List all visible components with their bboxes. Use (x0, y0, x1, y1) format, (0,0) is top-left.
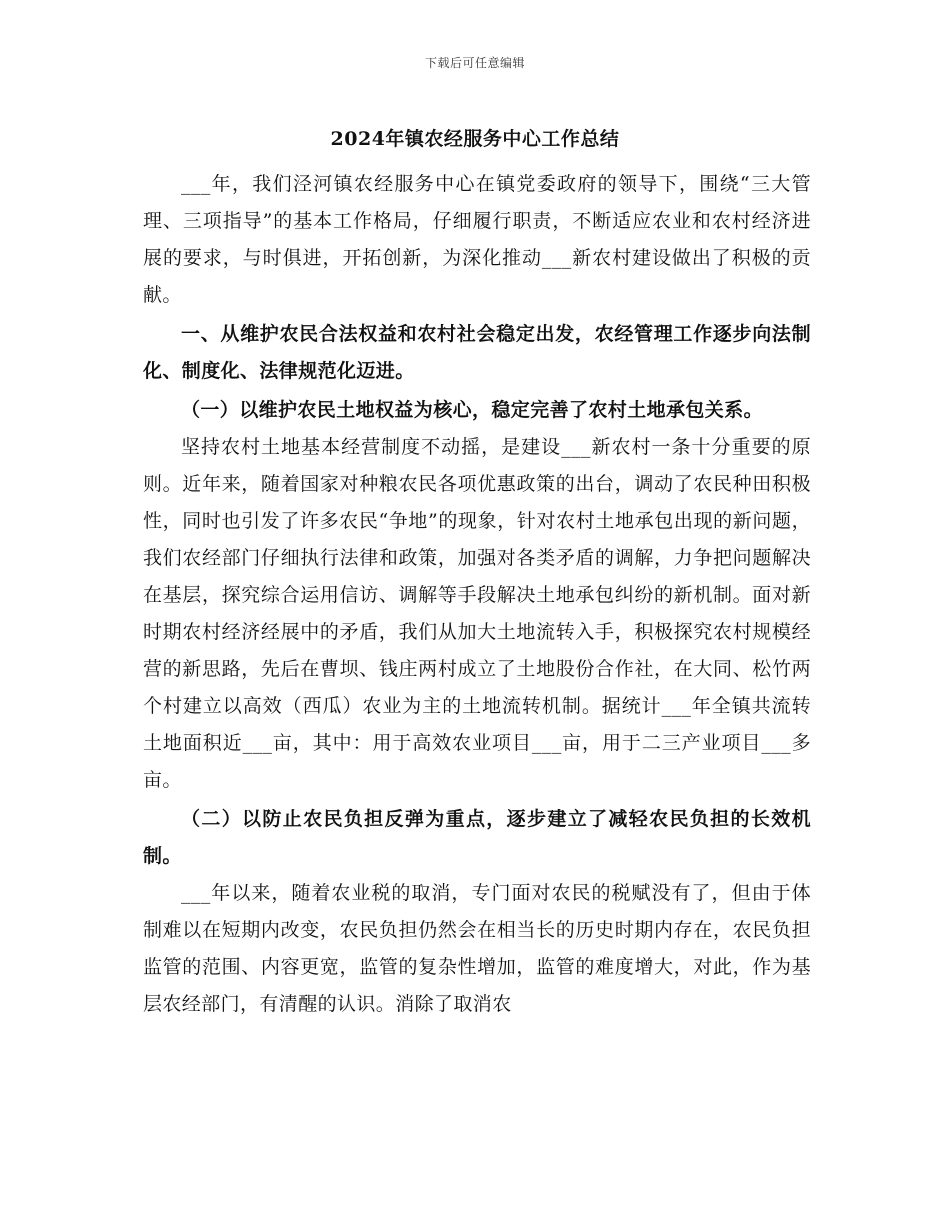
subsection-heading-2: （二）以防止农民负担反弹为重点，逐步建立了减轻农民负担的长效机制。 (143, 808, 811, 867)
paragraph-land: 坚持农村土地基本经营制度不动摇，是建设___新农村一条十分重要的原则。近年来，随着国家对种粮农民各项优惠政策的出台，调动了农民种田积极性，同时也引发了许多农民“争地”的现象，针对农村土地承包出现的新问题，我们农经部门仔细执行法律和政策，加强对各类矛盾的调解，力争把问题解决在基层，探究综合运用信访、调解等手段解决土地承包纠纷的新机制。面对新时期农村经济经展中的矛盾，我们从加大土地流转入手，积极探究农村规模经营的新思路，先后在曹坝、钱庄两村成立了土地股份合作社，在大同、松竹两个村建立以高效（西瓜）农业为主的土地流转机制。据统计___年全镇共流转土地面积近___亩，其中：用于高效农业项目___亩，用于二三产业项目___多亩。 (143, 436, 811, 791)
section-heading-1: 一、从维护农民合法权益和农村社会稳定出发，农经管理工作逐步向法制化、制度化、法律规范化迈进。 (143, 323, 811, 382)
document-title: 2024年镇农经服务中心工作总结 (330, 128, 620, 150)
paragraph-intro: ___年，我们泾河镇农经服务中心在镇党委政府的领导下，围绕“三大管理、三项指导”的基本工作格局，仔细履行职责，不断适应农业和农村经济进展的要求，与时俱进，开拓创新，为深化推动___新农村建设做出了积极的贡献。 (143, 173, 811, 306)
header-note: 下载后可任意编辑 (424, 56, 525, 70)
paragraph-burden: ___年以来，随着农业税的取消，专门面对农民的税赋没有了，但由于体制难以在短期内改变，农民负担仍然会在相当长的历史时期内存在，农民负担监管的范围、内容更宽，监管的复杂性增加，监管的难度增大，对此，作为基层农经部门，有清醒的认识。消除了取消农 (143, 882, 811, 1015)
subsection-heading-1: （一）以维护农民土地权益为核心，稳定完善了农村土地承包关系。 (181, 399, 764, 421)
document-body (143, 166, 811, 1023)
